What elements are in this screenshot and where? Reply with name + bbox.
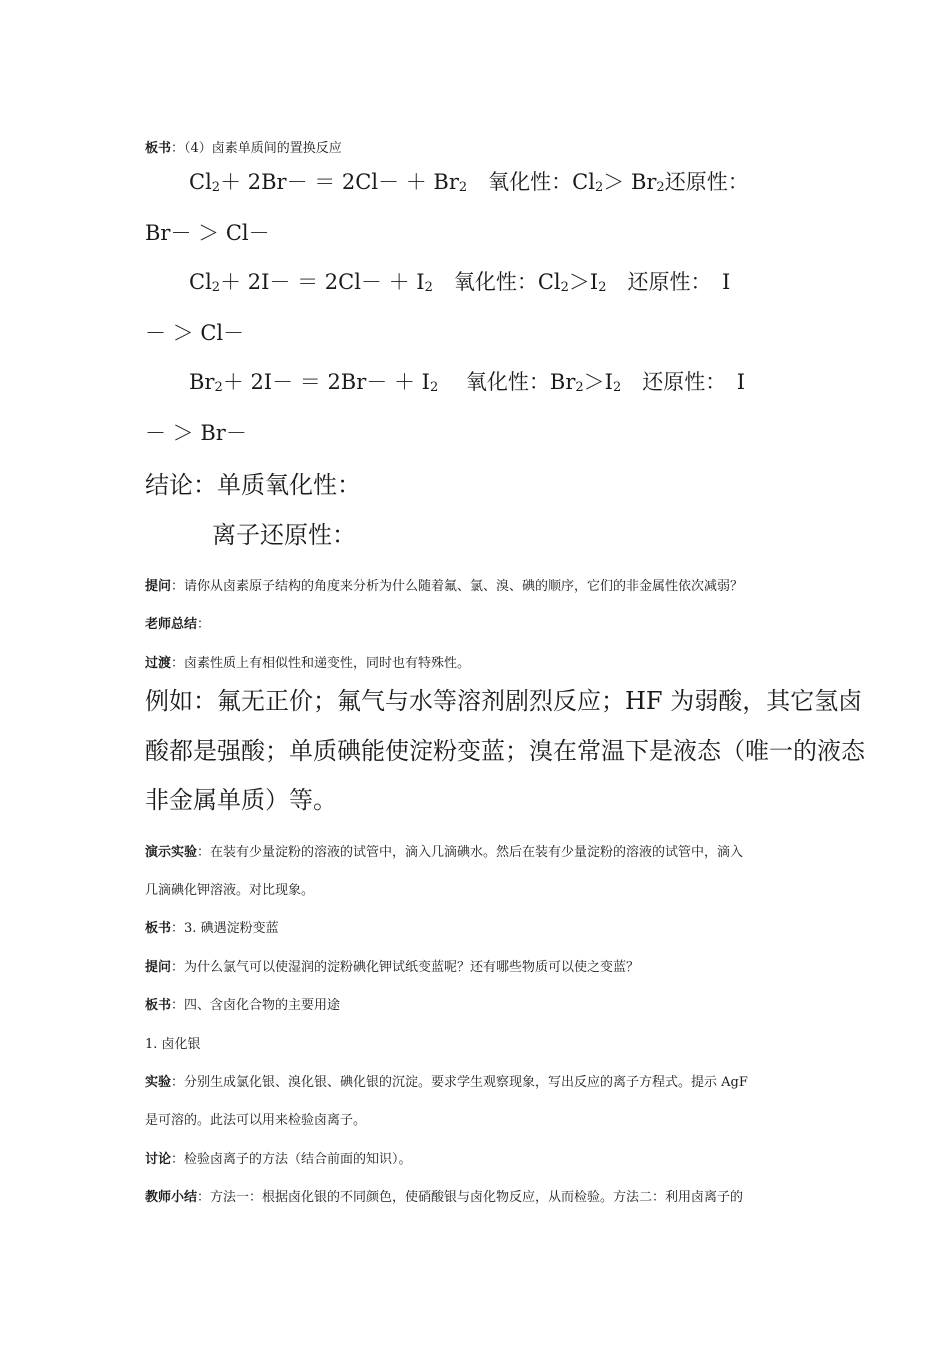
demo-experiment: 演示实验：在装有少量淀粉的溶液的试管中，滴入几滴碘水。然后在装有少量淀粉的溶液的试管中，滴入 — [145, 845, 744, 860]
equation-3: $Br_2+ 2I- = 2Br- + I_2$ 氧化性：$Br_2>I_2$ 还原性： I — [189, 370, 746, 395]
experiment-cont: 是可溶的。此法可以用来检验卤离子。 — [145, 1113, 367, 1128]
question-2: 提问：为什么氯气可以使湿润的淀粉碘化钾试纸变蓝呢？还有哪些物质可以使之变蓝？ — [145, 960, 640, 975]
example-line-1: 例如：氟无正价；氟气与水等溶剂剧烈反应；HF 为弱酸，其它氢卤 — [145, 687, 863, 715]
transition: 过渡：卤素性质上有相似性和递变性，同时也有特殊性。 — [145, 656, 471, 671]
board-note-1: 板书：（4）卤素单质间的置换反应 — [145, 141, 342, 156]
teacher-summary-2: 教师小结：方法一：根据卤化银的不同颜色，使硝酸银与卤化物反应，从而检验。方法二：利用卤离子的 — [145, 1190, 744, 1205]
board-note-3: 板书：四、含卤化合物的主要用途 — [145, 998, 341, 1013]
equation-2: $Cl_2+ 2I- = 2Cl- + I_2$ 氧化性：$Cl_2>I_2$ 还原性： I — [189, 270, 731, 295]
teacher-summary-1: 老师总结： — [145, 617, 211, 632]
board-label: 板书 — [145, 141, 172, 156]
demo-experiment-cont: 几滴碘化钾溶液。对比现象。 — [145, 883, 315, 898]
question-label: 提问 — [145, 579, 172, 594]
question-1: 提问：请你从卤素原子结构的角度来分析为什么随着氟、氯、溴、碘的顺序，它们的非金属性依次减弱？ — [145, 579, 744, 594]
example-line-3: 非金属单质）等。 — [145, 786, 337, 814]
board-text: （4）卤素单质间的置换反应 — [184, 141, 342, 156]
equation-2-cont: － ＞ Cl－ — [145, 321, 245, 345]
discussion: 讨论：检验卤离子的方法（结合前面的知识）。 — [145, 1152, 412, 1167]
board-note-2: 板书：3. 碘遇淀粉变蓝 — [145, 921, 279, 936]
item-silver-halide: 1. 卤化银 — [145, 1037, 201, 1052]
equation-1: $Cl_2+ 2Br- = 2Cl- + Br_2$ 氧化性：$Cl_2> Br_2$还原性： — [189, 170, 749, 195]
conclusion-reduction: 离子还原性： — [212, 521, 356, 549]
experiment: 实验：分别生成氯化银、溴化银、碘化银的沉淀。要求学生观察现象，写出反应的离子方程式。提示 AgF — [145, 1075, 748, 1090]
conclusion-oxidation: 结论：单质氧化性： — [145, 471, 361, 499]
equation-3-cont: － ＞ Br－ — [145, 421, 247, 445]
example-line-2: 酸都是强酸；单质碘能使淀粉变蓝；溴在常温下是液态（唯一的液态 — [145, 737, 865, 765]
equation-1-cont: Br－ ＞ Cl－ — [145, 221, 270, 245]
